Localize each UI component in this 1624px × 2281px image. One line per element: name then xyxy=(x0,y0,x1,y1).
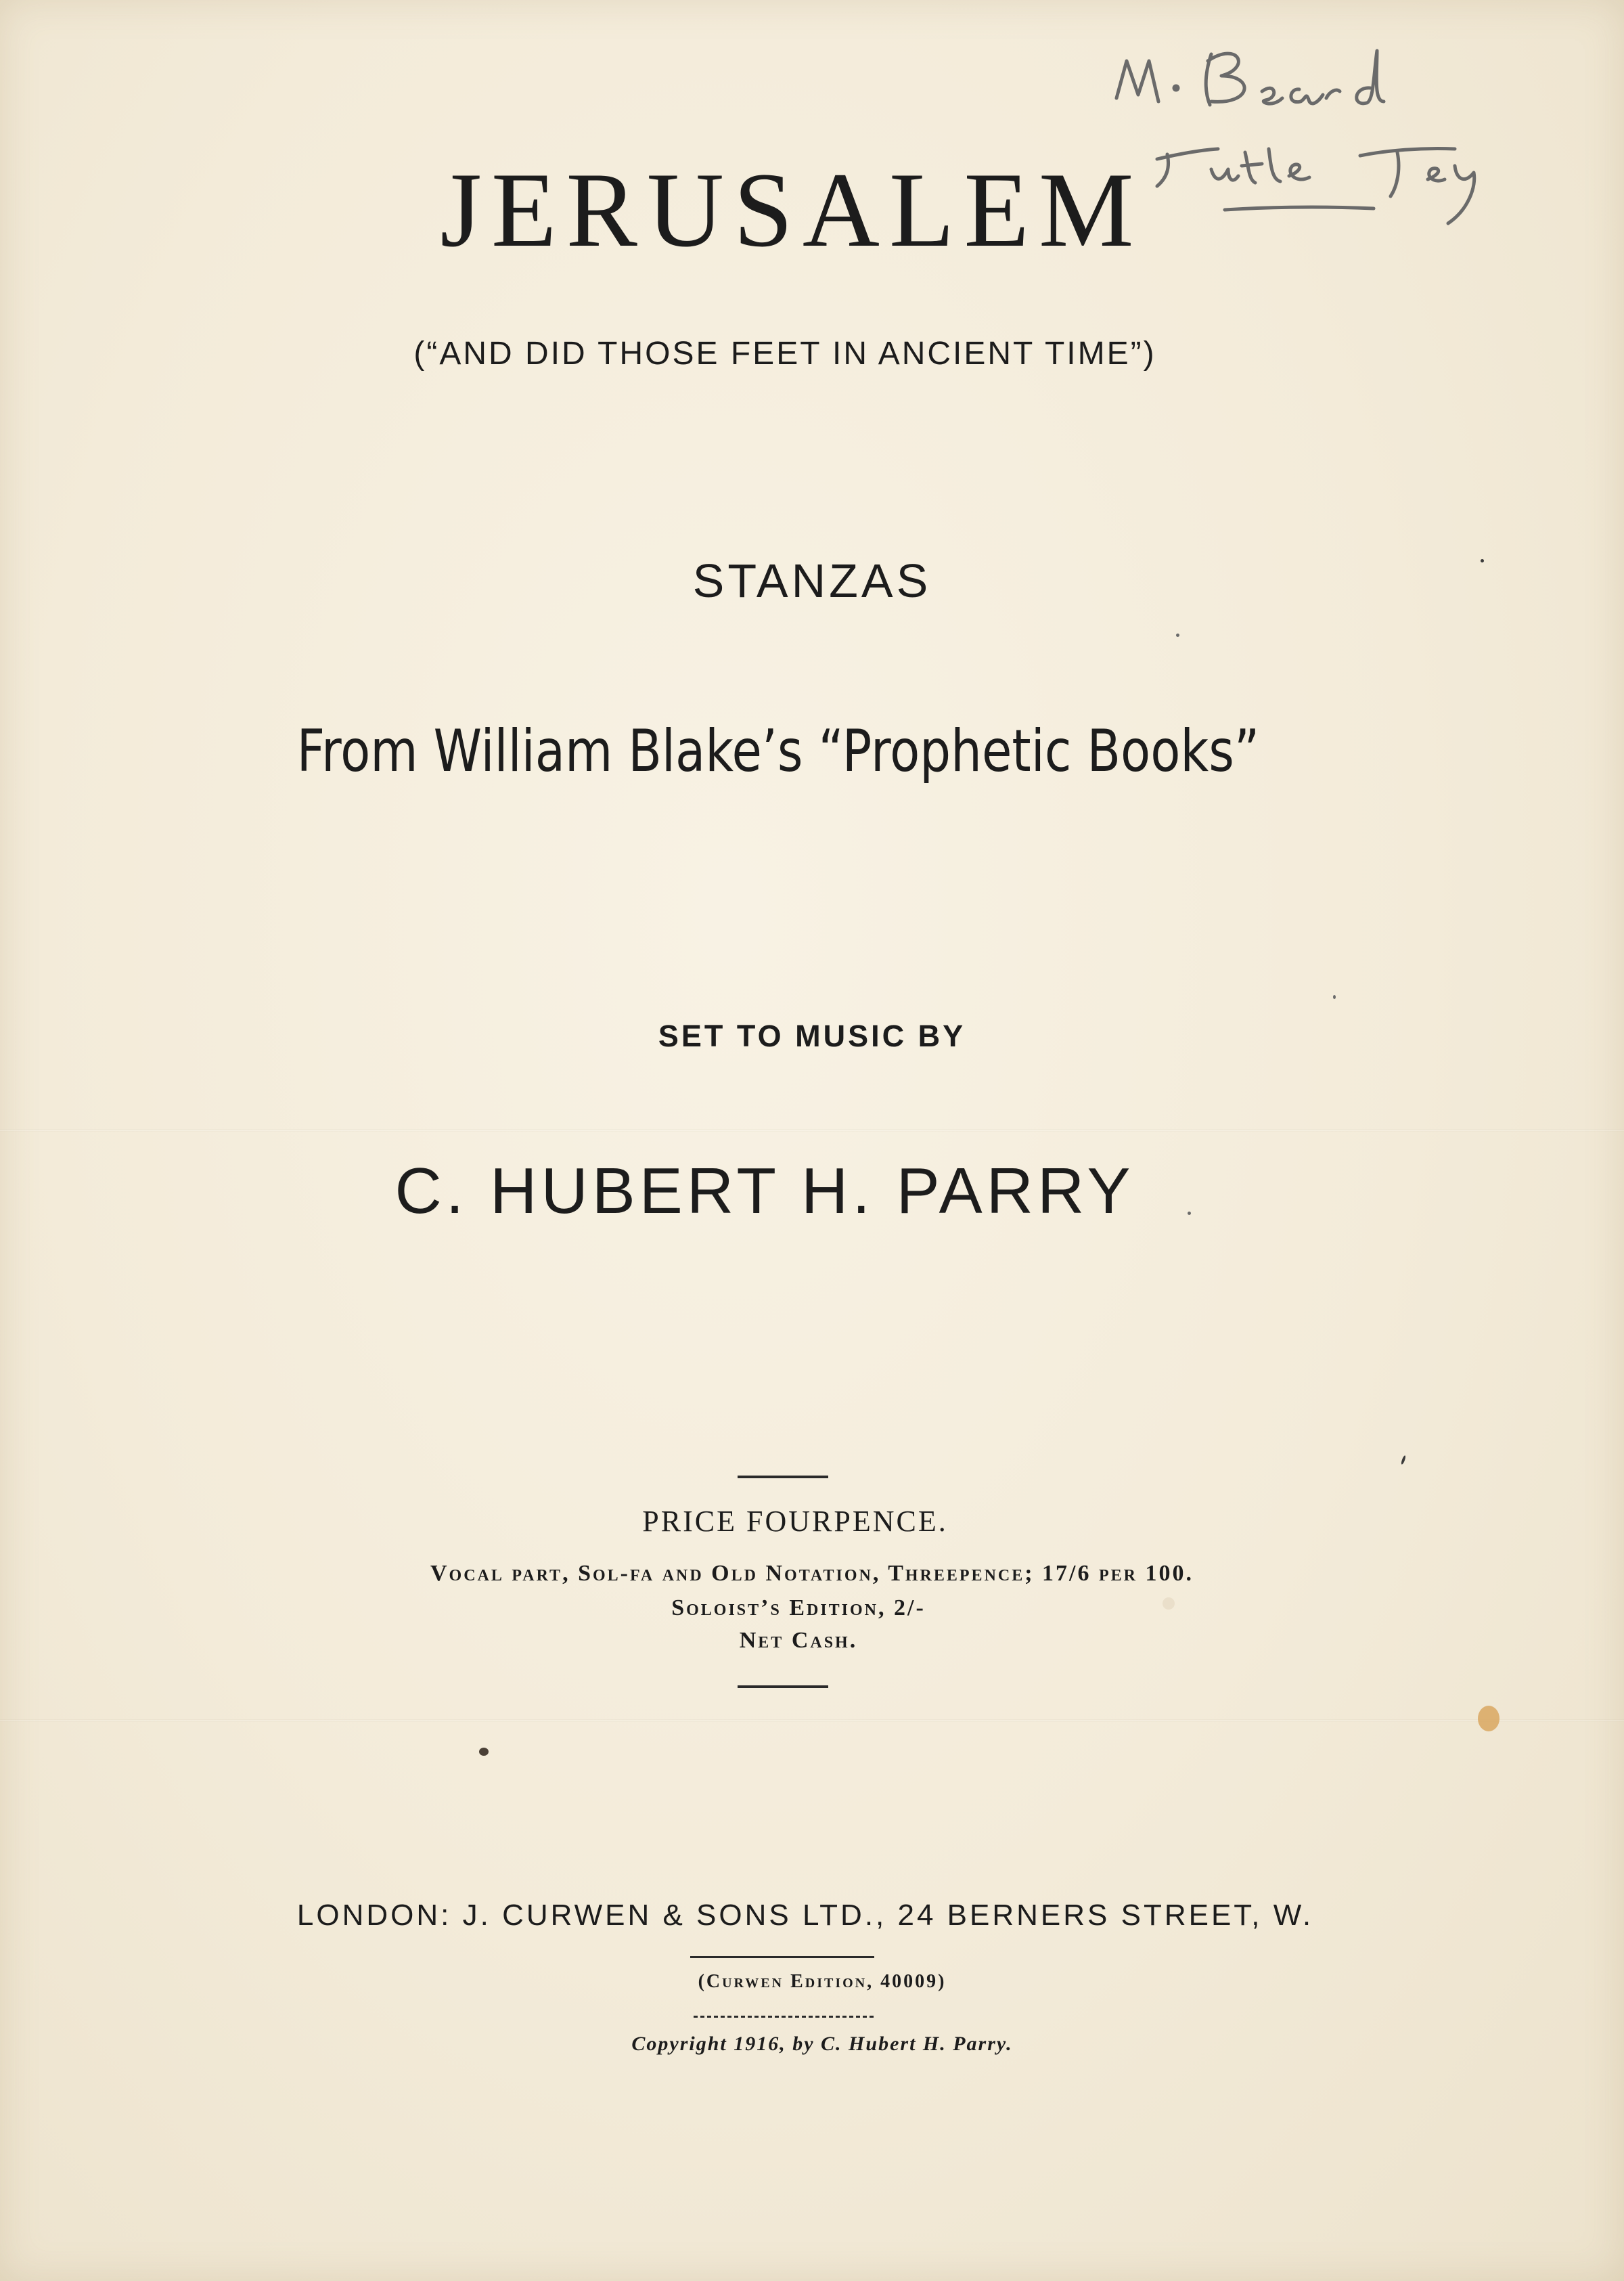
vocal-part-price: Vocal part, Sol-fa and Old Notation, Threepence; 17/6 per 100. xyxy=(430,1561,1194,1586)
ink-speck xyxy=(479,1748,489,1756)
soloist-edition-price: Soloist’s Edition, 2/- xyxy=(671,1595,926,1620)
publisher-line: LONDON: J. CURWEN & SONS LTD., 24 BERNERS STREET, W. xyxy=(296,1899,1314,1932)
set-to-music-label: SET TO MUSIC BY xyxy=(658,1019,966,1053)
net-cash-note: Net Cash. xyxy=(739,1628,858,1653)
copyright-line: Copyright 1916, by C. Hubert H. Parry. xyxy=(631,2033,1013,2055)
paper-fold-line xyxy=(0,1719,1624,1722)
divider-rule xyxy=(690,1956,874,1958)
paper-fold-line xyxy=(0,1129,1624,1132)
edition-number: (Curwen Edition, 40009) xyxy=(698,1971,947,1992)
subtitle: (“AND DID THOSE FEET IN ANCIENT TIME”) xyxy=(413,336,1156,372)
ink-speck xyxy=(1333,995,1336,999)
title: JERUSALEM xyxy=(440,151,1144,269)
divider-rule xyxy=(738,1685,828,1688)
source-line: From William Blake’s “Prophetic Books” xyxy=(296,717,1260,785)
divider-rule xyxy=(738,1476,828,1478)
ink-speck xyxy=(1176,634,1179,637)
ink-speck xyxy=(1401,1455,1407,1465)
composer-name: C. HUBERT H. PARRY xyxy=(394,1155,1135,1227)
price-line: PRICE FOURPENCE. xyxy=(642,1505,948,1538)
heading-stanzas: STANZAS xyxy=(692,554,932,607)
stain-spot xyxy=(1478,1706,1499,1731)
dotted-rule xyxy=(694,2016,876,2018)
